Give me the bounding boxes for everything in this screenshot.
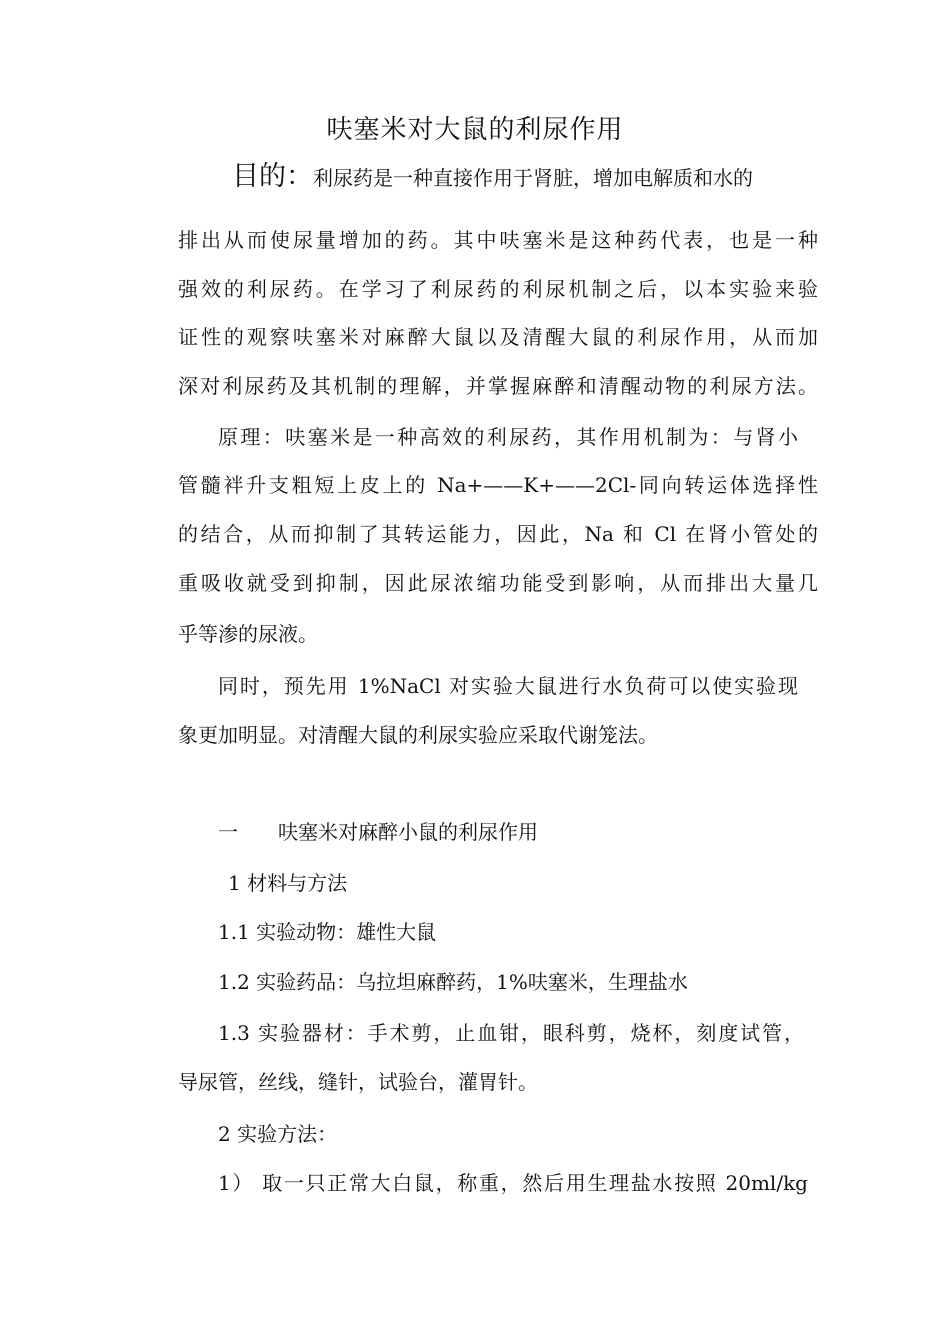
section-heading bbox=[218, 818, 858, 846]
section-item: 1 材料与方法 bbox=[228, 871, 348, 895]
purpose-line: 强效的利尿药。在学习了利尿药的利尿机制之后，以本实验来验 bbox=[178, 277, 818, 301]
section-number: 一 bbox=[218, 820, 238, 844]
purpose-first-line bbox=[232, 163, 818, 192]
section-item: 导尿管，丝线，缝针，试验台，灌胃针。 bbox=[178, 1070, 538, 1094]
purpose-line: 深对利尿药及其机制的理解，并掌握麻醉和清醒动物的利尿方法。 bbox=[178, 374, 818, 398]
principle-line: 管髓袢升支粗短上皮上的 Na+——K+——2Cl-同向转运体选择性 bbox=[178, 473, 818, 497]
principle-line: 重吸收就受到抑制，因此尿浓缩功能受到影响，从而排出大量几 bbox=[178, 571, 818, 595]
section-item: 1.3 实验器材：手术剪，止血钳，眼科剪，烧杯，刻度试管， bbox=[218, 1021, 804, 1045]
section-item: 1.2 实验药品：乌拉坦麻醉药，1%呋塞米，生理盐水 bbox=[218, 970, 688, 994]
principle-line: 原理：呋塞米是一种高效的利尿药，其作用机制为：与肾小 bbox=[218, 425, 798, 449]
note-line: 象更加明显。对清醒大鼠的利尿实验应采取代谢笼法。 bbox=[178, 723, 658, 747]
purpose-line: 排出从而使尿量增加的药。其中呋塞米是这种药代表，也是一种 bbox=[178, 228, 818, 252]
principle-line: 乎等渗的尿液。 bbox=[178, 622, 318, 646]
page-title: 呋塞米对大鼠的利尿作用 bbox=[326, 115, 624, 145]
section-title: 呋塞米对麻醉小鼠的利尿作用 bbox=[278, 820, 538, 844]
section-item: 2 实验方法： bbox=[218, 1122, 338, 1146]
note-line: 同时，预先用 1%NaCl 对实验大鼠进行水负荷可以使实验现 bbox=[218, 674, 798, 698]
purpose-line: 利尿药是一种直接作用于肾脏，增加电解质和水的 bbox=[313, 166, 753, 190]
purpose-line: 证性的观察呋塞米对麻醉大鼠以及清醒大鼠的利尿作用，从而加 bbox=[178, 325, 818, 349]
purpose-heading: 目的： bbox=[232, 161, 313, 192]
principle-line: 的结合，从而抑制了其转运能力，因此，Na 和 Cl 在肾小管处的 bbox=[178, 522, 818, 546]
section-item: 1） 取一只正常大白鼠，称重，然后用生理盐水按照 20ml/kg bbox=[218, 1171, 808, 1195]
section-item: 1.1 实验动物：雄性大鼠 bbox=[218, 920, 437, 944]
